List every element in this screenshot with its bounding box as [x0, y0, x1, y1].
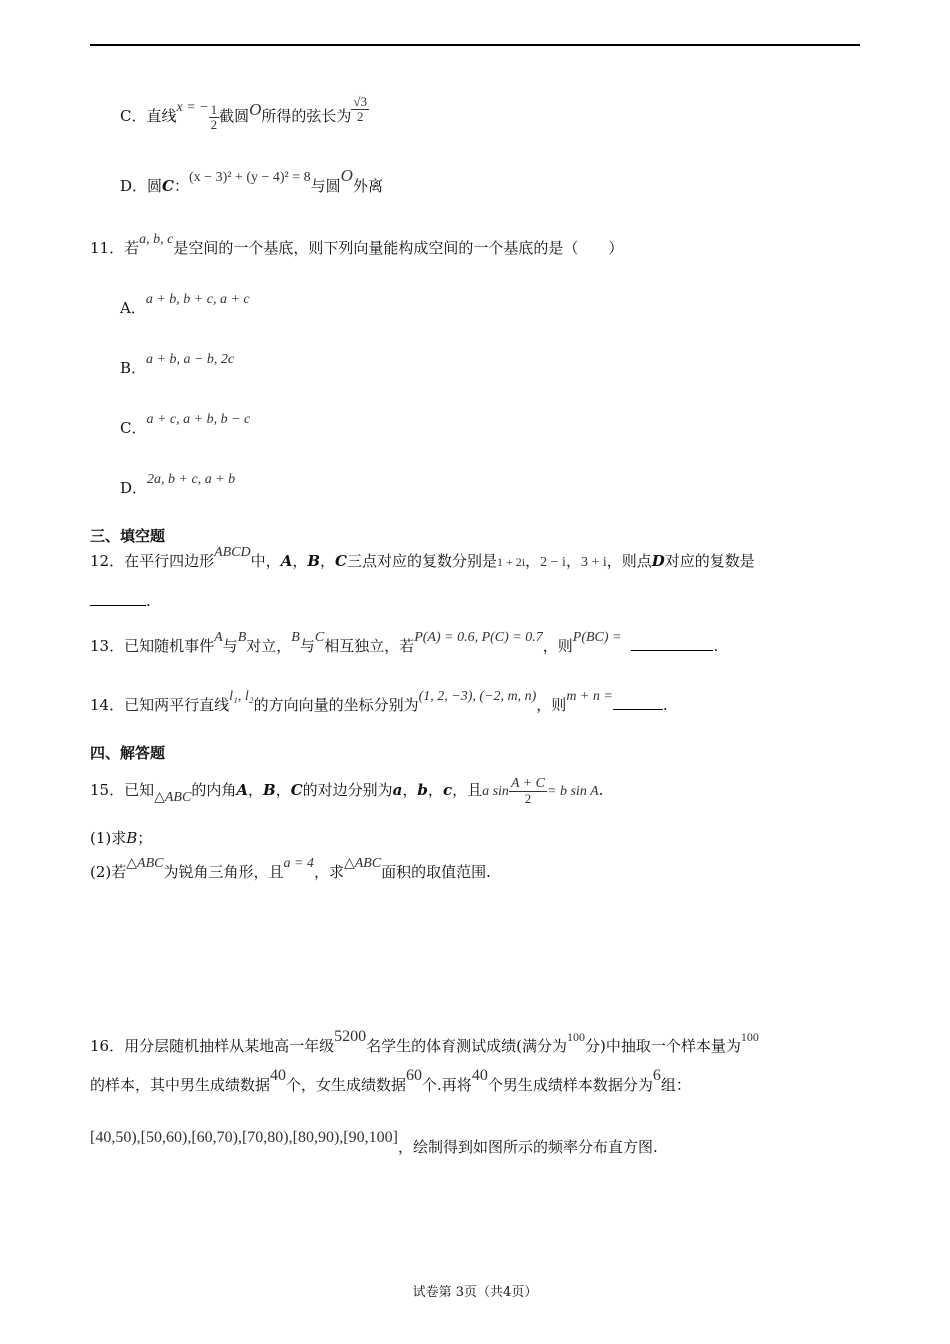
side-c: c [442, 781, 453, 799]
text: . [713, 637, 719, 655]
text: ，且 [452, 781, 483, 799]
point-b: B [307, 552, 321, 570]
header-rule [90, 44, 860, 46]
text: ； [137, 829, 153, 847]
text: 已知 [124, 781, 155, 799]
number: 100 [566, 1030, 585, 1044]
answer-blank[interactable] [90, 591, 146, 606]
q16-line1 [90, 1028, 759, 1057]
complex-1: 1 + 2i [497, 555, 526, 569]
question-number: 16． [90, 1037, 125, 1055]
text: 截圆 [219, 107, 250, 125]
circle-c: C [162, 177, 174, 195]
q10-option-c [120, 93, 369, 136]
page-footer: 试卷第 3页（共4页） [412, 1285, 538, 1300]
option-expr: a + b, b + c, a + c [145, 292, 250, 307]
fraction-num: √3 [353, 93, 368, 109]
fraction [509, 777, 547, 806]
option-expr: 2a, b + c, a + b [147, 472, 236, 487]
basis-vectors: a, b, c [139, 232, 174, 247]
text: ，绘制得到如图所示的频率分布直方图. [397, 1138, 658, 1156]
text: 个.再将 [422, 1076, 472, 1094]
text: 在平行四边形 [124, 552, 215, 570]
section-title-answer: 四、解答题 [90, 744, 166, 762]
number: 40 [270, 1067, 287, 1084]
lines-l1-l2: l₁, l₂ [229, 689, 254, 704]
number: 40 [471, 1067, 488, 1084]
text: 组： [660, 1076, 691, 1094]
text: ： [174, 177, 190, 195]
text: ， [525, 552, 541, 570]
angle-c: C [290, 781, 303, 799]
section-title-fill-in: 三、填空题 [90, 527, 166, 545]
part-label: (1)求 [90, 829, 127, 847]
text: 圆 [147, 177, 163, 195]
text: 的对边分别为 [302, 781, 393, 799]
text: ， [320, 552, 336, 570]
q16-line2 [90, 1067, 691, 1096]
score-intervals: [40,50),[50,60),[60,70),[70,80),[80,90),[90,100] [90, 1129, 398, 1146]
text: 的样本，其中男生成绩数据 [90, 1076, 271, 1094]
circle-equation: (x − 3)² + (y − 4)² = 8 [189, 170, 311, 185]
option-expr: a + c, a + b, b − c [146, 412, 251, 427]
text: 若 [124, 239, 140, 257]
equation-rhs: = b sin A [547, 784, 599, 799]
q13-stem [90, 630, 719, 658]
question-number: 11． [90, 239, 125, 257]
number: 100 [740, 1030, 759, 1044]
complex-3: 3 + i [580, 555, 607, 570]
part-label: (2)若 [90, 863, 127, 881]
text: 三点对应的复数分别是 [347, 552, 498, 570]
text: 所得的弦长为 [261, 107, 352, 125]
question-number: 14． [90, 696, 125, 714]
option-label: A． [120, 299, 146, 317]
text: 个男生成绩样本数据分为 [487, 1076, 653, 1094]
text: . [662, 696, 668, 714]
text: 分)中抽取一个样本量为 [584, 1037, 741, 1055]
option-label: B． [120, 359, 147, 377]
q16-line3 [90, 1129, 658, 1158]
point-a: A [280, 552, 293, 570]
text: 是空间的一个基底，则下列向量能构成空间的一个基底的是（ ） [173, 239, 624, 257]
text: 直线 [146, 107, 177, 125]
event-c: C [314, 630, 325, 645]
answer-fraction [351, 95, 369, 124]
angle-b: B [126, 829, 138, 847]
answer-blank[interactable] [631, 636, 713, 651]
text: . [598, 781, 604, 799]
option-label: D． [120, 177, 148, 195]
fraction-num: 1 [210, 101, 218, 117]
text: ，则 [536, 696, 567, 714]
option-label: C． [120, 419, 147, 437]
q10-option-d [120, 166, 383, 198]
text: ，求 [313, 863, 344, 881]
triangle: △ABC [154, 790, 192, 805]
option-label: C． [120, 107, 147, 125]
q14-stem [90, 689, 668, 717]
q11-option-a [120, 292, 250, 320]
q15-stem: 15．已知△ABC的内角A，B，C的对边分别为a，b，c，且a sin $\frac{A + C}{2}$ = b sin A. [90, 775, 604, 806]
text: ， [292, 552, 308, 570]
fraction-den: 2 [210, 116, 218, 132]
complex-2: 2 − i [540, 555, 566, 570]
text: ， [565, 552, 581, 570]
triangle: △ABC [126, 856, 164, 871]
text: 为锐角三角形，且 [163, 863, 284, 881]
text: 与 [299, 637, 315, 655]
side-a: a [392, 781, 403, 799]
triangle: △ABC [343, 856, 382, 871]
point-c: C [335, 552, 347, 570]
text: 相互独立，若 [324, 637, 415, 655]
text: 的方向向量的坐标分别为 [253, 696, 419, 714]
q11-option-c [120, 412, 251, 440]
circle-o: O [249, 100, 262, 119]
angle-a: A [236, 781, 248, 799]
event-a: A [214, 630, 223, 645]
q11-stem [90, 232, 624, 260]
text: 已知随机事件 [124, 637, 215, 655]
text: 对立， [246, 637, 292, 655]
sum-ask: m + n = [566, 689, 613, 704]
text: 外离 [352, 177, 383, 195]
condition: a = 4 [283, 856, 314, 871]
text: 已知两平行直线 [124, 696, 230, 714]
question-number: 12． [90, 552, 125, 570]
equation-lhs: a sin [482, 784, 509, 799]
text: 对应的复数是 [664, 552, 755, 570]
event-b: B [237, 630, 247, 645]
number: 5200 [334, 1028, 367, 1045]
q12-answer [90, 591, 151, 611]
question-number: 13． [90, 637, 125, 655]
option-expr: a + b, a − b, 2c [146, 352, 235, 367]
text: 名学生的体育测试成绩(满分为 [366, 1037, 567, 1055]
equation-lhs: x = − [176, 100, 209, 115]
text: 与圆 [310, 177, 341, 195]
q15-part2 [90, 856, 491, 884]
probability-ask: P(BC) = [572, 630, 622, 645]
q11-option-d [120, 472, 236, 500]
question-number: 15． [90, 781, 125, 799]
text: 面积的取值范围. [381, 863, 491, 881]
text: 个，女生成绩数据 [286, 1076, 407, 1094]
number: 6 [652, 1067, 661, 1084]
text: 用分层随机抽样从某地高一年级 [124, 1037, 335, 1055]
text: ，则点 [606, 552, 652, 570]
event-b: B [291, 630, 300, 645]
answer-blank[interactable] [613, 695, 663, 710]
option-label: D． [120, 479, 148, 497]
fraction [209, 103, 220, 132]
circle-o: O [340, 166, 353, 185]
text: 与 [222, 637, 238, 655]
side-b: b [417, 781, 428, 799]
probability-condition: P(A) = 0.6, P(C) = 0.7 [414, 630, 543, 645]
text: ，则 [542, 637, 573, 655]
angle-b: B [263, 781, 276, 799]
q12-stem [90, 545, 755, 573]
text: . [146, 592, 151, 610]
parallelogram: ABCD [214, 545, 251, 560]
text: 的内角 [191, 781, 237, 799]
point-d: D [651, 552, 665, 570]
q15-part1 [90, 828, 152, 848]
fraction-den: 2 [524, 790, 532, 806]
q11-option-b [120, 352, 235, 380]
number: 60 [406, 1067, 423, 1084]
fraction-num: A + C [510, 775, 546, 791]
direction-vectors: (1, 2, −3), (−2, m, n) [418, 689, 537, 704]
text: 中， [250, 552, 281, 570]
fraction-den: 2 [356, 108, 364, 124]
